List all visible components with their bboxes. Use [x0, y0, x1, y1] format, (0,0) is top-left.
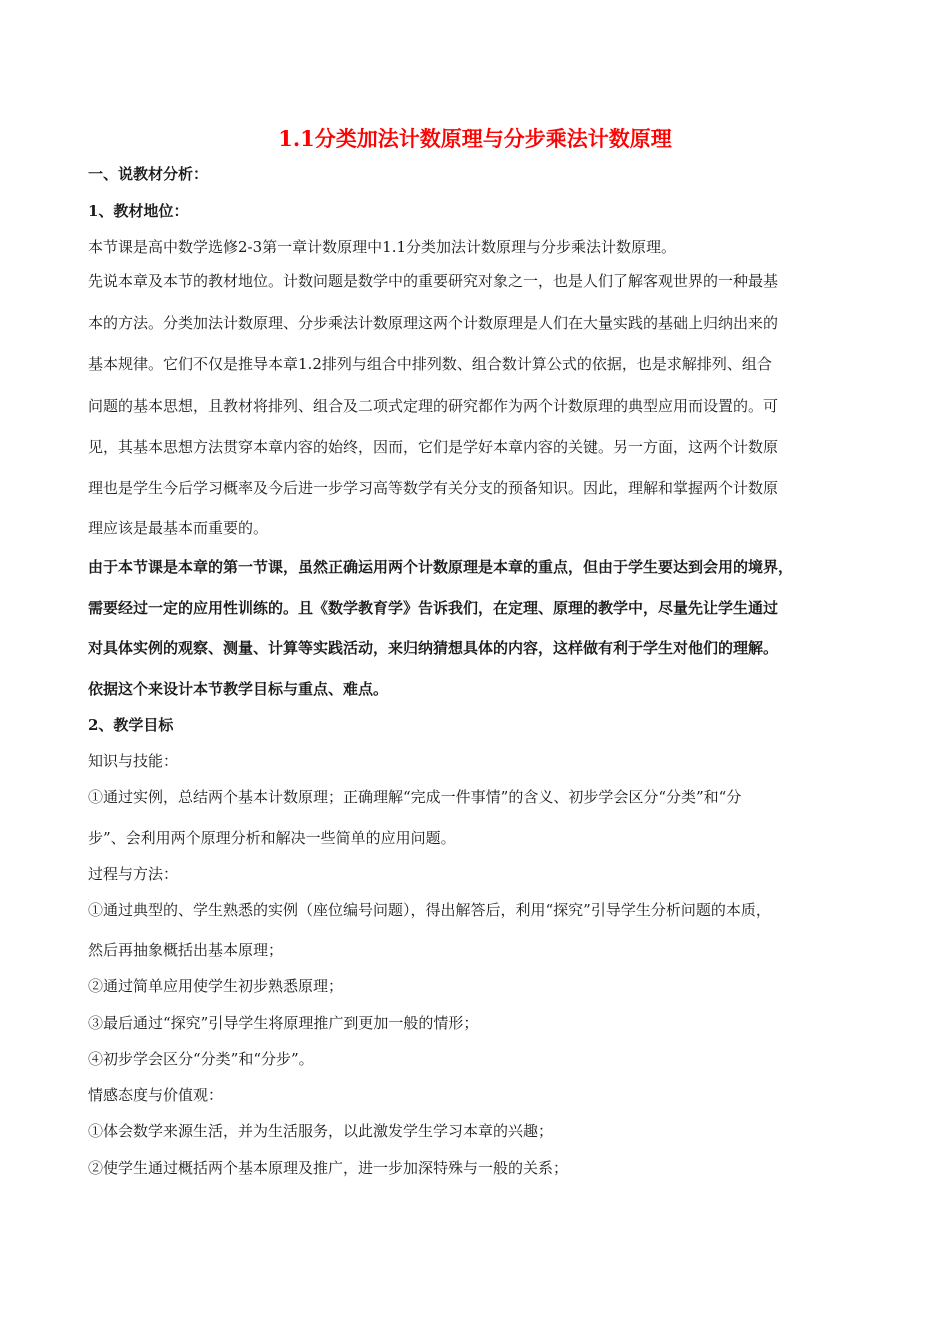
paragraph-line: 理应该是最基本而重要的。 — [88, 519, 269, 537]
paragraph-line: 需要经过一定的应用性训练的。且《数学教育学》告诉我们，在定理、原理的教学中，尽量先让学生通过 — [88, 599, 779, 617]
paragraph-line: 由于本节课是本章的第一节课，虽然正确运用两个计数原理是本章的重点，但由于学生要达到会用的境界， — [88, 558, 794, 576]
list-item: ①通过实例，总结两个基本计数原理；正确理解“完成一件事情”的含义、初步学会区分“分类”和“分 — [88, 788, 742, 806]
list-item: ②使学生通过概括两个基本原理及推广，进一步加深特殊与一般的关系； — [88, 1159, 569, 1177]
paragraph-line: 基本规律。它们不仅是推导本章1.2排列与组合中排列数、组合数计算公式的依据，也是求解排列、组合 — [88, 355, 772, 373]
list-item: 步”、会利用两个原理分析和解决一些简单的应用问题。 — [88, 829, 456, 847]
paragraph-line: 先说本章及本节的教材地位。计数问题是数学中的重要研究对象之一，也是人们了解客观世界的一种最基 — [88, 272, 779, 290]
list-item: ④初步学会区分“分类”和“分步”。 — [88, 1050, 314, 1068]
paragraph-line: 对具体实例的观察、测量、计算等实践活动，来归纳猜想具体的内容，这样做有利于学生对他们的理解。 — [88, 639, 779, 657]
paragraph-line: 本的方法。分类加法计数原理、分步乘法计数原理这两个计数原理是人们在大量实践的基础上归纳出来的 — [88, 314, 779, 332]
list-item: 然后再抽象概括出基本原理； — [88, 941, 284, 959]
list-item: ②通过简单应用使学生初步熟悉原理； — [88, 977, 344, 995]
paragraph-line: 依据这个来设计本节教学目标与重点、难点。 — [88, 680, 389, 698]
list-item: ①体会数学来源生活，并为生活服务，以此激发学生学习本章的兴趣； — [88, 1122, 554, 1140]
paragraph-intro: 本节课是高中数学选修2-3第一章计数原理中1.1分类加法计数原理与分步乘法计数原理。 — [88, 238, 677, 256]
paragraph-line: 理也是学生今后学习概率及今后进一步学习高等数学有关分支的预备知识。因此，理解和掌握两个计数原 — [88, 479, 779, 497]
list-item: ①通过典型的、学生熟悉的实例（座位编号问题），得出解答后，利用“探究”引导学生分析问题的本质， — [88, 901, 771, 919]
label-attitude-values: 情感态度与价值观： — [88, 1086, 224, 1104]
section-heading-textbook-analysis: 一、说教材分析： — [88, 165, 209, 183]
label-process-methods: 过程与方法： — [88, 865, 179, 883]
label-knowledge-skills: 知识与技能： — [88, 752, 179, 770]
subheading-textbook-position: 1、教材地位： — [88, 202, 189, 220]
paragraph-line: 见，其基本思想方法贯穿本章内容的始终，因而，它们是学好本章内容的关键。另一方面，这两个计数原 — [88, 438, 779, 456]
subheading-teaching-goals: 2、教学目标 — [88, 716, 174, 734]
list-item: ③最后通过“探究”引导学生将原理推广到更加一般的情形； — [88, 1014, 479, 1032]
paragraph-line: 问题的基本思想，且教材将排列、组合及二项式定理的研究都作为两个计数原理的典型应用而设置的。可 — [88, 397, 779, 415]
document-title: 1.1分类加法计数原理与分步乘法计数原理 — [278, 126, 672, 151]
